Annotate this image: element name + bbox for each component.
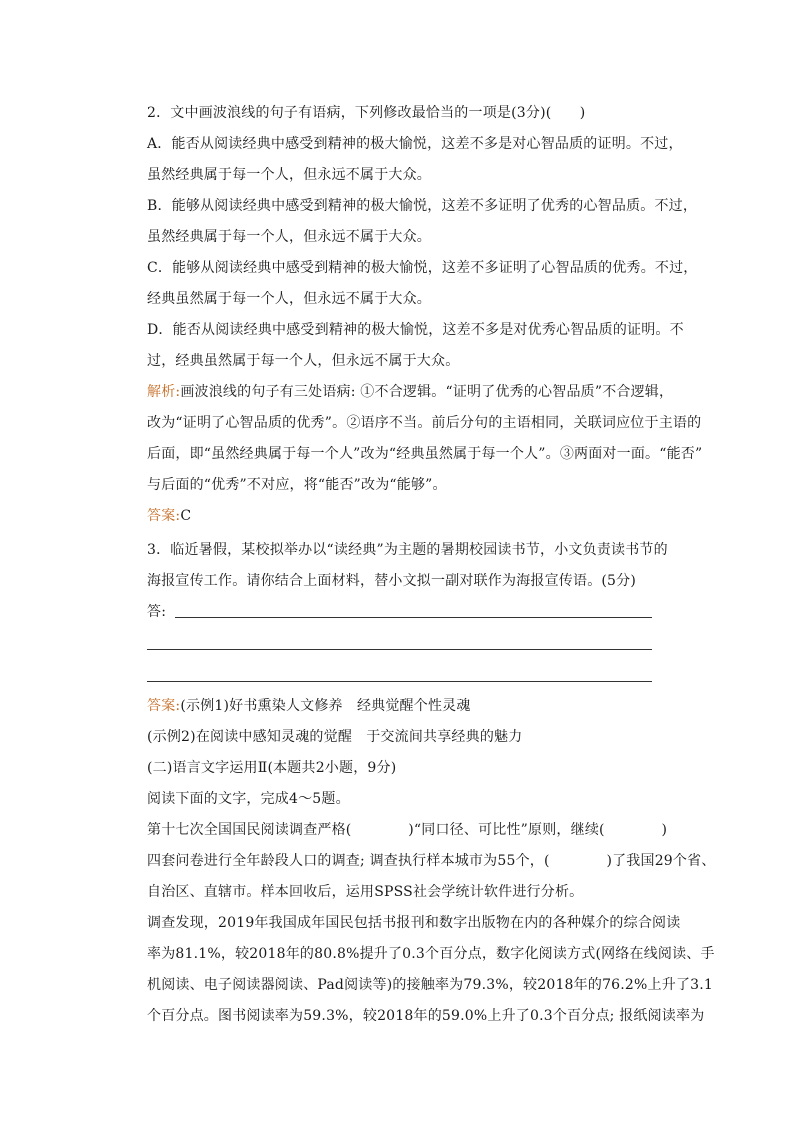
passage-p2-line3: 机阅读、电子阅读器阅读、Pad阅读等)的接触率为79.3%，较2018年的76.2%上升了3.1 (147, 977, 714, 993)
answer-blank-line-1[interactable] (175, 617, 652, 618)
passage-p2-line1: 调查发现，2019年我国成年国民包括书报刊和数字出版物在内的各种媒介的综合阅读 (147, 915, 681, 931)
passage-p2-line2: 率为81.1%，较2018年的80.8%提升了0.3个百分点，数字化阅读方式(网络在线阅读、手 (147, 946, 715, 962)
answer-value: C (180, 508, 192, 524)
q2-stem: 2．文中画波浪线的句子有语病，下列修改最恰当的一项是(3分)( ) (147, 105, 586, 121)
q2-option-d-line2: 过，经典虽然属于每一个人，但永远不属于大众。 (147, 353, 460, 369)
passage-p1-line3: 自治区、直辖市。样本回收后，运用SPSS社会学统计软件进行分析。 (147, 884, 584, 900)
q2-option-b-line2: 虽然经典属于每一个人，但永远不属于大众。 (147, 229, 431, 245)
answer-blank-line-2[interactable] (147, 649, 652, 650)
answer-label: 答案: (147, 698, 181, 714)
q2-analysis-line2: 改为“证明了心智品质的优秀”。②语序不当。前后分句的主语相同，关联词应位于主语的 (147, 415, 702, 431)
q2-option-b-line1: B．能够从阅读经典中感受到精神的极大愉悦，这差不多证明了优秀的心智品质。不过， (147, 198, 698, 214)
q2-option-a-line2: 虽然经典属于每一个人，但永远不属于大众。 (147, 167, 431, 183)
q3-stem-line1: 3．临近暑假，某校拟举办以“读经典”为主题的暑期校园读书节，小文负责读书节的 (147, 542, 668, 558)
q3-answer-example2: (示例2)在阅读中感知灵魂的觉醒 于交流间共享经典的魅力 (147, 729, 523, 745)
passage-p1-line2: 四套问卷进行全年龄段人口的调查; 调查执行样本城市为55个，( )了我国29个省、 (147, 853, 716, 869)
q2-analysis-line3: 后面，即“虽然经典属于每一个人”改为“经典虽然属于每一个人”。③两面对一面。“能否” (147, 446, 703, 462)
passage-p1-line1: 第十七次全国国民阅读调查严格( )“同口径、可比性”原则，继续( ) (147, 822, 668, 838)
section-instruction: 阅读下面的文字，完成4～5题。 (147, 791, 350, 807)
q2-answer (147, 506, 667, 526)
example-1-text: (示例1)好书熏染人文修养 经典觉醒个性灵魂 (180, 698, 471, 714)
answer-blank-line-3[interactable] (147, 681, 652, 682)
section-title: (二)语言文字运用Ⅱ(本题共2小题，9分) (147, 760, 397, 776)
q2-option-d-line1: D．能否从阅读经典中感受到精神的极大愉悦，这差不多是对优秀心智品质的证明。不 (147, 322, 684, 338)
q3-stem-line2: 海报宣传工作。请你结合上面材料，替小文拟一副对联作为海报宣传语。(5分) (147, 573, 637, 589)
q3-answer-prompt: 答: (147, 604, 167, 620)
q2-analysis-line4: 与后面的“优秀”不对应，将“能否”改为“能够”。 (147, 477, 447, 493)
analysis-text: 画波浪线的句子有三处语病: ①不合逻辑。“证明了优秀的心智品质”不合逻辑， (180, 384, 674, 400)
passage-p2-line4: 个百分点。图书阅读率为59.3%，较2018年的59.0%上升了0.3个百分点; 报纸阅读率为 (147, 1008, 705, 1024)
q2-option-c-line1: C．能够从阅读经典中感受到精神的极大愉悦，这差不多证明了心智品质的优秀。不过， (147, 260, 698, 276)
analysis-label: 解析: (147, 384, 181, 400)
q3-answer-example1 (147, 696, 667, 716)
q2-option-c-line2: 经典虽然属于每一个人，但永远不属于大众。 (147, 291, 431, 307)
answer-label: 答案: (147, 508, 181, 524)
q2-option-a-line1: A．能否从阅读经典中感受到精神的极大愉悦，这差不多是对心智品质的证明。不过， (147, 136, 683, 152)
q2-analysis-line1 (147, 382, 674, 402)
